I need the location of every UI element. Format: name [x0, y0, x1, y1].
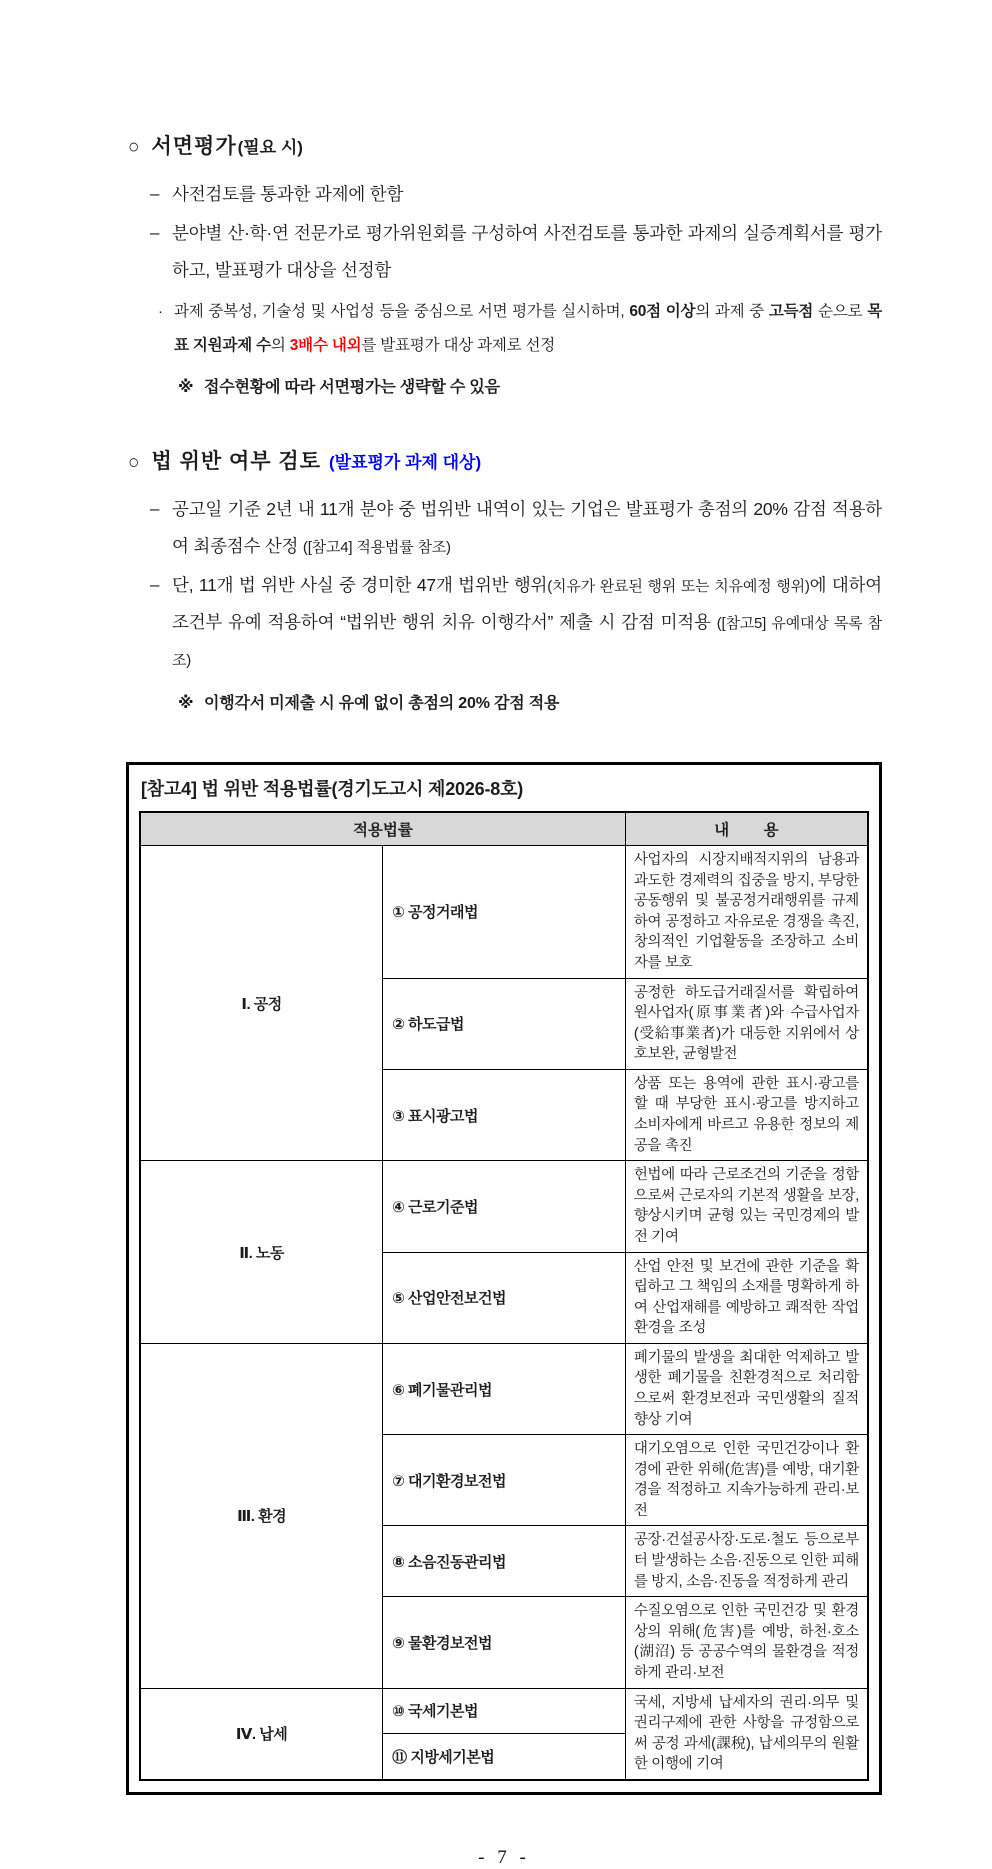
law-content-cell: 헌법에 따라 근로조건의 기준을 정함으로써 근로자의 기본적 생활을 보장, 향상시키며 균형 있는 국민경제의 발전 기여 [625, 1161, 868, 1252]
section-heading [128, 445, 882, 475]
circle-bullet-icon: ○ [128, 451, 140, 474]
law-content-cell: 사업자의 시장지배적지위의 남용과 과도한 경제력의 집중을 방지, 부당한 공동행위 및 불공정거래행위를 규제하여 공정하고 자유로운 경쟁을 촉진, 창의적인 기업활동을 조장하고 소비자를 보호 [625, 846, 868, 978]
text-run: 에 대하여 조건부 유예 적용하여 “법위반 행위 치유 이행각서” 제출 시 감점 미적용 [172, 575, 883, 633]
category-cell: Ⅱ. 노동 [140, 1161, 383, 1344]
text-run: 단, 11개 법 위반 사실 중 경미한 47개 법위반 행위 [172, 575, 548, 596]
list-item [150, 176, 882, 213]
dash-bullet-icon: – [150, 184, 160, 203]
list-item-text: 분야별 산·학·연 전문가로 평가위원회를 구성하여 사전검토를 통과한 과제의 실증계획서를 평가하고, 발표평가 대상을 선정함 [172, 223, 882, 281]
law-content-cell: 공장·건설공사장·도로·철도 등으로부터 발생하는 소음·진동으로 인한 피해를 방지, 소음·진동을 적정하게 관리 [625, 1526, 868, 1597]
dot-bullet-icon: · [158, 303, 163, 321]
law-name-cell: ⑨ 물환경보전법 [383, 1597, 626, 1688]
dash-bullet-icon: – [150, 223, 160, 243]
law-name-cell: ⑪ 지방세기본법 [383, 1734, 626, 1780]
law-content-cell: 공정한 하도급거래질서를 확립하여 원사업자(原事業者)와 수급사업자(受給事業者)가 대등한 지위에서 상호보완, 균형발전 [625, 978, 868, 1069]
text-run: 를 발표평가 대상 과제로 선정 [361, 337, 556, 355]
note [178, 691, 882, 717]
law-content-cell: 폐기물의 발생을 최대한 억제하고 발생한 폐기물을 친환경적으로 처리함으로써 환경보전과 국민생활의 질적 향상 기여 [625, 1343, 868, 1434]
category-cell: Ⅰ. 공정 [140, 846, 383, 1161]
law-name-cell: ⑤ 산업안전보건법 [383, 1252, 626, 1343]
list-item [150, 491, 882, 565]
law-name-cell: ③ 표시광고법 [383, 1069, 626, 1160]
section-written-evaluation [126, 130, 882, 401]
note [178, 375, 882, 401]
list-item-text [172, 491, 882, 565]
section-title-suffix: (필요 시) [237, 138, 303, 157]
section-law-violation-review [126, 445, 882, 716]
section-heading [128, 130, 882, 160]
column-header-content: 내 용 [625, 812, 868, 846]
list-item-text [172, 567, 882, 678]
law-name-cell: ⑦ 대기환경보전법 [383, 1435, 626, 1526]
law-content-cell: 대기오염으로 인한 국민건강이나 환경에 관한 위해(危害)를 예방, 대기환경을 적정하고 지속가능하게 관리·보전 [625, 1435, 868, 1526]
law-name-cell: ⑧ 소음진동관리법 [383, 1526, 626, 1597]
dash-bullet-icon: – [150, 575, 160, 595]
table-row [140, 846, 868, 978]
law-content-cell: 산업 안전 및 보건에 관한 기준을 확립하고 그 책임의 소재를 명확하게 하여 산업재해를 예방하고 쾌적한 작업환경을 조성 [625, 1252, 868, 1343]
circle-bullet-icon: ○ [128, 136, 140, 159]
law-name-cell: ⑥ 폐기물관리법 [383, 1343, 626, 1434]
list-item [150, 567, 882, 678]
list-item-text: 사전검토를 통과한 과제에 한함 [172, 184, 404, 204]
bold-text-run: 60점 이상 [629, 303, 696, 321]
highlight-red-text: 3배수 내외 [289, 337, 362, 355]
table-row [140, 1161, 868, 1252]
note-text: 접수현황에 따라 서면평가는 생략할 수 있음 [204, 379, 500, 397]
reference-box [126, 762, 882, 1795]
section-title: 법 위반 여부 검토 [151, 450, 321, 474]
law-content-cell-merged: 국세, 지방세 납세자의 권리·의무 및 권리구제에 관한 사항을 규정함으로써 공정 과세(課稅), 납세의무의 원활한 이행에 기여 [625, 1688, 868, 1780]
bold-text-run: 고득점 [768, 303, 814, 321]
text-run: 의 [270, 337, 290, 355]
text-run: 의 과제 중 [695, 303, 769, 321]
section-title: 서면평가 [151, 135, 237, 158]
reference-text: ([참고4] 적용법률 참조) [302, 539, 451, 557]
list-item [150, 215, 882, 289]
column-header-law: 적용법률 [140, 812, 625, 846]
law-name-cell: ① 공정거래법 [383, 846, 626, 978]
table-header-row [140, 812, 868, 846]
law-name-cell: ② 하도급법 [383, 978, 626, 1069]
page-number: - 7 - [478, 1846, 530, 1868]
category-cell: Ⅳ. 납세 [140, 1688, 383, 1780]
parenthetical-text: (치유가 완료된 행위 또는 치유예정 행위) [547, 578, 810, 596]
law-name-cell: ⑩ 국세기본법 [383, 1688, 626, 1734]
text-run: 순으로 [813, 303, 868, 321]
note-text: 이행각서 미제출 시 유예 없이 총점의 20% 감점 적용 [204, 694, 560, 712]
table-row [140, 1343, 868, 1434]
category-cell: Ⅲ. 환경 [140, 1343, 383, 1688]
dash-bullet-icon: – [150, 499, 160, 519]
reference-box-title: [참고4] 법 위반 적용법률(경기도고시 제2026-8호) [141, 779, 524, 800]
law-name-cell: ④ 근로기준법 [383, 1161, 626, 1252]
bold-text-run: 목표 지원과제 수 [174, 303, 882, 355]
table-row [140, 1688, 868, 1734]
reference-mark-icon: ※ [178, 379, 194, 397]
law-content-cell: 수질오염으로 인한 국민건강 및 환경상의 위해(危害)를 예방, 하천·호소(湖沼) 등 공공수역의 물환경을 적정하게 관리·보전 [625, 1597, 868, 1688]
reference-mark-icon: ※ [178, 694, 194, 712]
reference-text: ([참고5] 유예대상 목록 참조) [172, 615, 883, 670]
text-run: 공고일 기준 2년 내 11개 분야 중 법위반 내역이 있는 기업은 발표평가 총점의 20% 감점 적용하여 최종점수 산정 [172, 499, 882, 557]
sub-list-item [158, 295, 882, 363]
law-content-cell: 상품 또는 용역에 관한 표시·광고를 할 때 부당한 표시·광고를 방지하고 소비자에게 바르고 유용한 정보의 제공을 촉진 [625, 1069, 868, 1160]
law-table [139, 811, 869, 1781]
section-title-suffix-blue: (발표평가 과제 대상) [329, 453, 482, 473]
text-run: 과제 중복성, 기술성 및 사업성 등을 중심으로 서면 평가를 실시하며, [174, 303, 630, 321]
sub-list-item-text [174, 295, 882, 363]
